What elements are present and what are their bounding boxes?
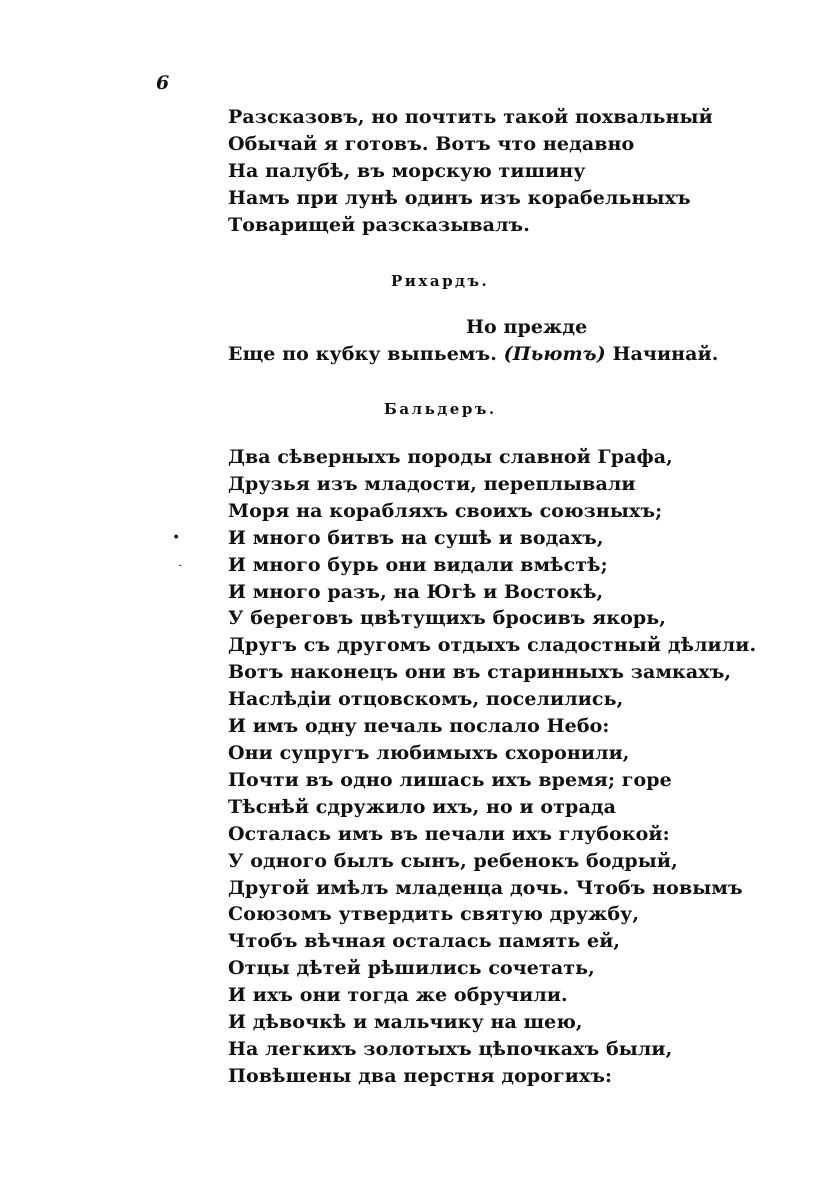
stage-direction: (Пьютъ) (503, 342, 606, 365)
verse-line: Отцы дѣтей рѣшились сочетать, (228, 957, 595, 980)
verse-line: Чтобъ вѣчная осталась память ей, (228, 930, 621, 953)
verse-line: И имъ одну печаль послало Небо: (228, 715, 610, 738)
opening-verse (228, 104, 828, 239)
verse-line: На палубѣ, въ морскую тишину (228, 159, 586, 182)
verse-line: Почти въ одно лишась ихъ время; горе (228, 768, 672, 791)
richard-speech (228, 314, 828, 368)
verse-line: Союзомъ утвердить святую дружбу, (228, 903, 640, 926)
verse-line: Обычай я готовъ. Вотъ что недавно (228, 132, 635, 155)
verse-line: Другъ съ другомъ отдыхъ сладостный дѣлили. (228, 634, 757, 657)
verse-line: У береговъ цвѣтущихъ бросивъ якорь, (228, 607, 666, 630)
verse-text: Еще по кубку выпьемъ. (228, 342, 504, 365)
margin-tick-mark: ˏ (173, 551, 184, 569)
verse-line: И дѣвочкѣ и мальчику на шею, (228, 1011, 583, 1034)
verse-line: Наслѣдіи отцовскомъ, поселились, (228, 688, 624, 711)
verse-line: И много разъ, на Югѣ и Востокѣ, (228, 580, 604, 603)
verse-line: Но прежде (466, 316, 588, 338)
balder-speech (228, 444, 828, 1090)
verse-line: Два сѣверныхъ породы славной Графа, (228, 446, 673, 468)
verse-line (228, 341, 828, 368)
speaker-name-richard: Рихардъ. (391, 272, 490, 290)
verse-line: На легкихъ золотыхъ цѣпочкахъ были, (228, 1037, 673, 1060)
verse-line: Тѣснѣй сдружило ихъ, но и отрада (228, 795, 617, 818)
verse-line: Товарищей разсказывалъ. (228, 213, 530, 236)
verse-line: Они супругъ любимыхъ схоронили, (228, 741, 630, 764)
verse-line: У одного былъ сынъ, ребенокъ бодрый, (228, 849, 678, 872)
verse-line: Осталась имъ въ печали ихъ глубокой: (228, 822, 670, 845)
verse-line: Друзья изъ младости, переплывали (228, 472, 636, 495)
verse-line: И ихъ они тогда же обручили. (228, 984, 568, 1007)
verse-text: Начинай. (605, 342, 719, 365)
verse-line: Другой имѣлъ младенца дочь. Чтобъ новымъ (228, 876, 743, 899)
verse-line: Моря на корабляхъ своихъ союзныхъ; (228, 499, 663, 522)
verse-line: Повѣшены два перстня дорогихъ: (228, 1064, 613, 1087)
margin-dot-mark: • (172, 530, 181, 546)
verse-line: Намъ при лунѣ одинъ изъ корабельныхъ (228, 186, 691, 209)
page-number: 6 (156, 72, 170, 94)
verse-line: Вотъ наконецъ они въ старинныхъ замкахъ, (228, 661, 732, 684)
verse-line: И много бурь они видали вмѣстѣ; (228, 553, 608, 576)
verse-line: И много битвъ на сушѣ и водахъ, (228, 526, 604, 549)
verse-line: Разсказовъ, но почтить такой похвальный (228, 106, 713, 128)
speaker-name-balder: Бальдеръ. (384, 400, 497, 418)
